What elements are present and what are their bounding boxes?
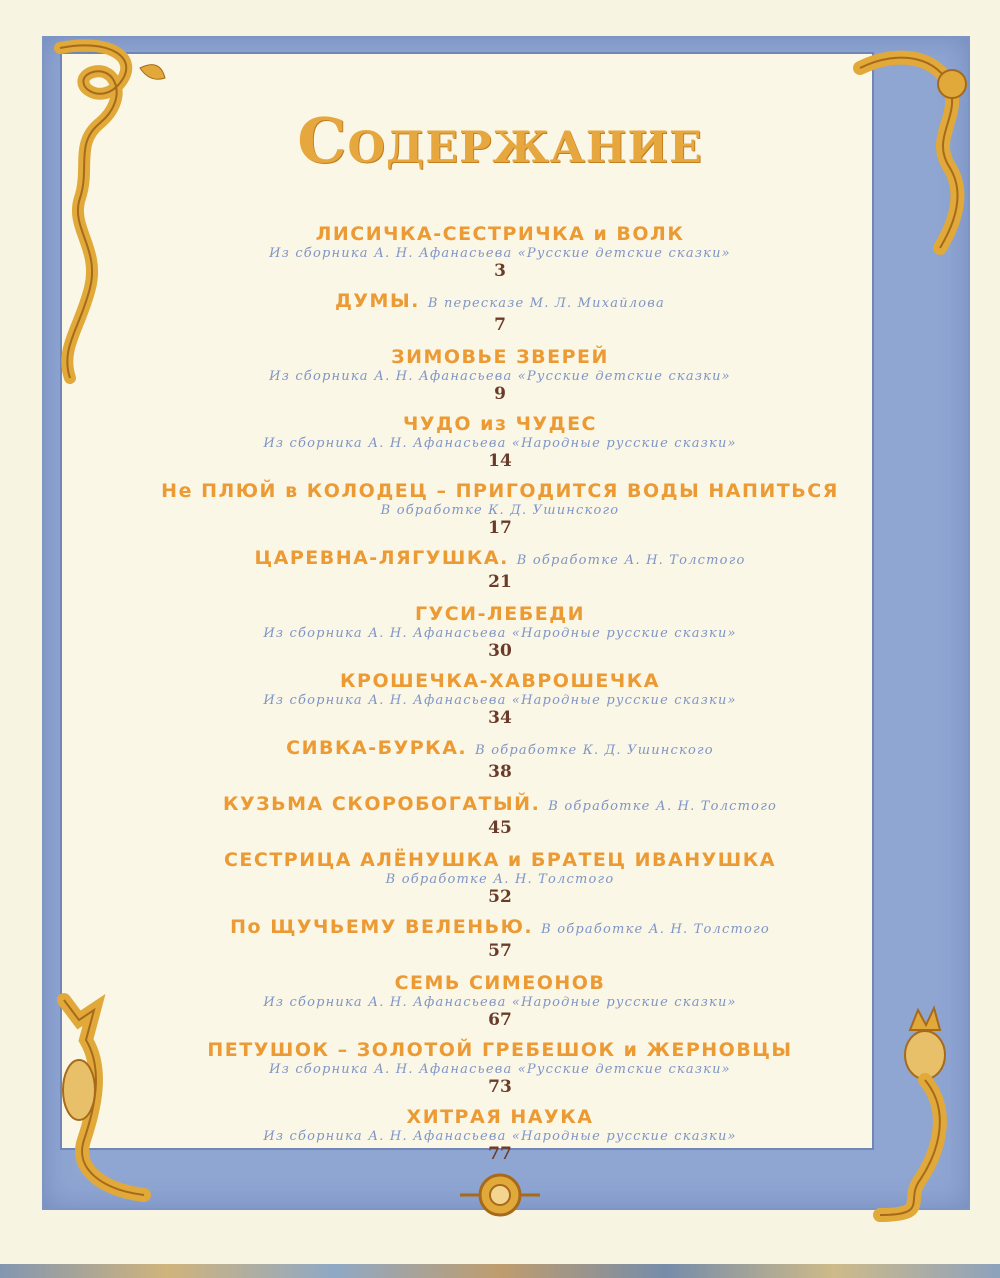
toc-entry[interactable] (160, 736, 840, 781)
toc-entry[interactable] (160, 412, 840, 470)
toc-entry-source: В обработке А. Н. Толстого (385, 872, 615, 887)
toc-entry-title-text: КРОШЕЧКА-ХАВРОШЕЧКА (340, 670, 660, 692)
toc-entry-page-number: 77 (488, 1144, 512, 1164)
toc-entry[interactable] (160, 345, 840, 403)
table-of-contents (160, 222, 840, 1172)
toc-entry-source: Из сборника А. Н. Афанасьева «Русские детские сказки» (269, 246, 731, 261)
toc-entry-page-number: 34 (488, 708, 512, 728)
toc-entry[interactable] (160, 1105, 840, 1163)
toc-entry-page-number: 52 (488, 887, 512, 907)
toc-entry-source: Из сборника А. Н. Афанасьева «Народные русские сказки» (263, 693, 737, 708)
toc-entry-title-text: ДУМЫ. (334, 290, 420, 312)
toc-entry-credit: В обработке К. Д. Ушинского (475, 743, 714, 758)
toc-entry-title-text: ПЕТУШОК – ЗОЛОТОЙ ГРЕБЕШОК и ЖЕРНОВЦЫ (207, 1039, 793, 1061)
toc-entry-title (160, 546, 840, 573)
toc-entry-credit: В пересказе М. Л. Михайлова (427, 296, 665, 311)
toc-entry-title-text: СЕСТРИЦА АЛЁНУШКА и БРАТЕЦ ИВАНУШКА (223, 849, 776, 871)
toc-entry-title-text: По ЩУЧЬЕМУ ВЕЛЕНЬЮ. (230, 916, 534, 938)
toc-entry-title (160, 345, 840, 369)
toc-entry-title (160, 792, 840, 819)
toc-entry-source: Из сборника А. Н. Афанасьева «Русские детские сказки» (269, 369, 731, 384)
toc-entry[interactable] (160, 222, 840, 280)
toc-entry[interactable] (160, 602, 840, 660)
page-title: Содержание (297, 104, 703, 177)
toc-entry-title (160, 602, 840, 626)
toc-entry[interactable] (160, 546, 840, 591)
toc-entry-page-number: 57 (488, 941, 512, 961)
toc-entry[interactable] (160, 1038, 840, 1096)
toc-entry-source: В обработке К. Д. Ушинского (380, 503, 620, 518)
king-ornament-icon (860, 1000, 990, 1230)
toc-entry-title-text: ЧУДО из ЧУДЕС (402, 413, 597, 435)
toc-entry-page-number: 7 (494, 315, 506, 335)
toc-entry-title (160, 412, 840, 436)
toc-entry-source: Из сборника А. Н. Афанасьева «Народные русские сказки» (263, 436, 737, 451)
toc-entry-page-number: 38 (488, 762, 512, 782)
toc-entry-title (160, 222, 840, 246)
toc-entry-credit: В обработке А. Н. Толстого (541, 922, 770, 937)
toc-entry-title (160, 669, 840, 693)
toc-entry[interactable] (160, 971, 840, 1029)
toc-entry-title (160, 479, 840, 503)
fox-ornament-icon (24, 990, 164, 1220)
toc-entry-title-text: ХИТРАЯ НАУКА (406, 1106, 594, 1128)
toc-entry-credit: В обработке А. Н. Толстого (516, 553, 746, 568)
toc-entry-title-text: ЦАРЕВНА-ЛЯГУШКА. (254, 547, 509, 569)
toc-entry-title (160, 736, 840, 763)
toc-entry-title-text: СИВКА-БУРКА. (286, 737, 468, 759)
toc-entry[interactable] (160, 848, 840, 906)
toc-entry-title-text: Не ПЛЮЙ в КОЛОДЕЦ – ПРИГОДИТСЯ ВОДЫ НАПИТЬСЯ (161, 480, 839, 502)
toc-entry[interactable] (160, 669, 840, 727)
vine-ornament-icon (20, 28, 170, 388)
medallion-icon (455, 1172, 545, 1218)
toc-entry-title (160, 1038, 840, 1062)
toc-entry-source: Из сборника А. Н. Афанасьева «Народные русские сказки» (263, 995, 737, 1010)
toc-entry-page-number: 45 (488, 818, 512, 838)
toc-entry-title (160, 971, 840, 995)
toc-entry-title (160, 1105, 840, 1129)
toc-entry-title (160, 915, 840, 942)
toc-entry-page-number: 67 (488, 1010, 512, 1030)
toc-entry-title-text: СЕМЬ СИМЕОНОВ (394, 972, 606, 994)
toc-entry-page-number: 9 (494, 384, 506, 404)
toc-entry-title-text: КУЗЬМА СКОРОБОГАТЫЙ. (222, 793, 541, 815)
toc-entry[interactable] (160, 915, 840, 960)
toc-entry-title-text: ГУСИ-ЛЕБЕДИ (414, 603, 586, 625)
toc-entry-page-number: 73 (488, 1077, 512, 1097)
toc-entry-title-text: ЛИСИЧКА-СЕСТРИЧКА и ВОЛК (315, 223, 685, 245)
toc-entry[interactable] (160, 289, 840, 334)
toc-entry-page-number: 17 (488, 518, 512, 538)
toc-entry-source: Из сборника А. Н. Афанасьева «Народные русские сказки» (263, 626, 737, 641)
toc-entry[interactable] (160, 792, 840, 837)
toc-entry-source: Из сборника А. Н. Афанасьева «Народные русские сказки» (263, 1129, 737, 1144)
toc-entry-page-number: 21 (488, 572, 512, 592)
toc-entry-title (160, 848, 840, 872)
toc-entry[interactable] (160, 479, 840, 537)
bottom-edge-strip (0, 1264, 1000, 1278)
toc-entry-page-number: 30 (488, 641, 512, 661)
toc-entry-title (160, 289, 840, 316)
toc-entry-page-number: 14 (488, 451, 512, 471)
toc-entry-source: Из сборника А. Н. Афанасьева «Русские детские сказки» (269, 1062, 731, 1077)
toc-entry-title-text: ЗИМОВЬЕ ЗВЕРЕЙ (391, 346, 609, 368)
toc-entry-page-number: 3 (494, 261, 506, 281)
toc-entry-credit: В обработке А. Н. Толстого (548, 799, 778, 814)
